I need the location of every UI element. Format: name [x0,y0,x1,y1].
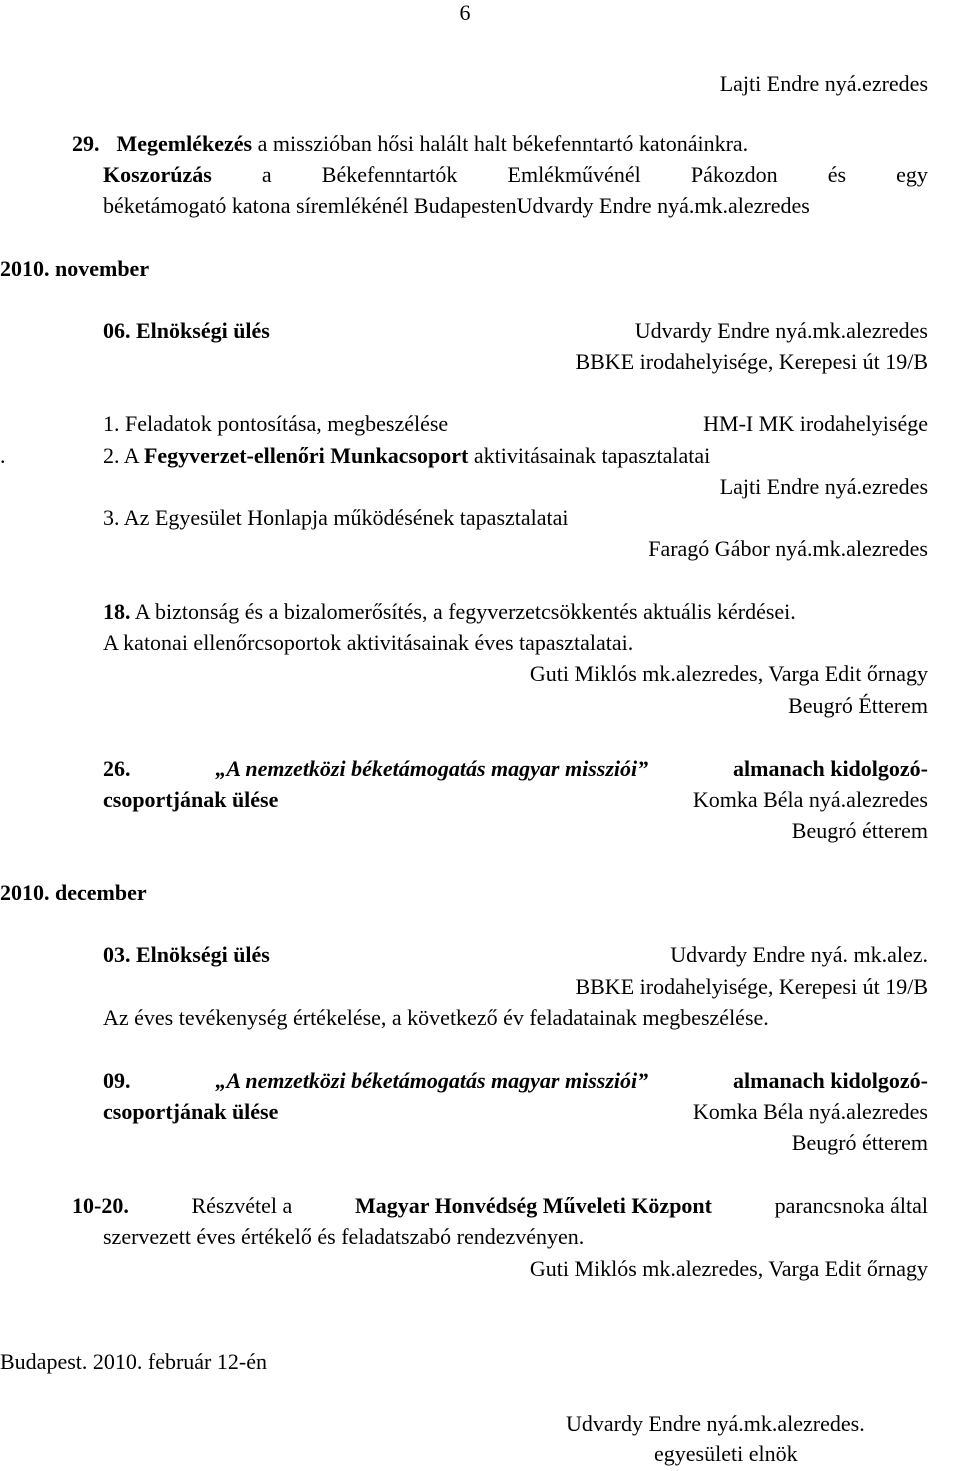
item-09-person: Komka Béla nyá.alezredes [692,1099,928,1124]
item-06-sub-2-rest: aktivitásainak tapasztalatai [468,443,711,468]
item-03-label: 03. Elnökségi ülés [103,942,270,967]
item-09-location: Beugró étterem [791,1130,928,1155]
item-18-title: A biztonság és a bizalomerősítés, a fegyverzetcsökkentés aktuális kérdései. [134,599,796,624]
item-09-day: 09. [103,1068,131,1093]
signer-title: egyesületi elnök [654,1441,798,1466]
item-29-word: a [261,162,272,187]
item-18-day: 18. [103,599,131,624]
item-06-sub-1-location: HM-I MK irodahelyisége [703,411,928,436]
item-1020-day: 10-20. [72,1193,129,1218]
item-06-person: Udvardy Endre nyá.mk.alezredes [634,318,928,343]
item-09-title-italic: „A nemzetközi béketámogatás magyar missziói” [215,1068,649,1093]
item-06-sub-2 [103,443,710,469]
item-18-line-2: A katonai ellenőrcsoportok aktivitásainak éves tapasztalatai. [103,630,634,655]
item-18-location: Beugró Étterem [788,693,928,718]
signature-top: Lajti Endre nyá.ezredes [719,71,928,96]
item-29-day: 29. [72,131,100,156]
item-09-line-1 [103,1068,928,1094]
item-29-title-bold: Megemlékezés [116,131,253,156]
item-29-title-rest: a misszióban hősi halált halt békefenntartó katonáinkra. [257,131,749,156]
item-26-line-1 [103,756,928,782]
item-26-title-rest: almanach kidolgozó- [733,756,928,781]
item-29-word: Békefenntartók [321,162,458,187]
stray-dot: . [0,443,6,468]
item-26-line-2: csoportjának ülése [103,787,279,812]
item-1020-persons: Guti Miklós mk.alezredes, Varga Edit őrnagy [529,1256,928,1281]
item-03-location: BBKE irodahelyisége, Kerepesi út 19/B [575,974,928,999]
item-09-title-rest: almanach kidolgozó- [733,1068,928,1093]
item-29-line-2 [103,162,928,188]
item-1020-text: Részvétel a [191,1193,293,1218]
item-29-word: és [827,162,847,187]
item-29-line-1 [72,131,928,157]
item-26-day: 26. [103,756,131,781]
item-29-word: Emlékművénél [507,162,641,187]
item-1020-line-1 [72,1193,928,1219]
item-18-line-1 [103,599,796,625]
place-date: Budapest. 2010. február 12-én [0,1349,267,1374]
item-29-word: egy [896,162,928,187]
item-1020-org: Magyar Honvédség Műveleti Központ [354,1193,712,1218]
item-06-sub-1: 1. Feladatok pontosítása, megbeszélése [103,411,449,436]
item-06-sub-3-person: Faragó Gábor nyá.mk.alezredes [648,536,928,561]
item-06-label: 06. Elnökségi ülés [103,318,270,343]
item-26-location: Beugró étterem [791,818,928,843]
item-06-sub-2-num: 2. A [103,443,144,468]
month-december: 2010. december [0,880,147,905]
item-06-sub-2-group: Fegyverzet-ellenőri Munkacsoport [143,443,469,468]
signer-name: Udvardy Endre nyá.mk.alezredes. [566,1411,865,1436]
item-06-sub-3: 3. Az Egyesület Honlapja működésének tapasztalatai [103,505,569,530]
month-november: 2010. november [0,256,150,281]
item-09-line-2: csoportjának ülése [103,1099,279,1124]
item-29-word: Pákozdon [690,162,778,187]
item-26-title-italic: „A nemzetközi béketámogatás magyar missziói” [215,756,649,781]
item-1020-line-2: szervezett éves értékelő és feladatszabó rendezvényen. [103,1224,585,1249]
page-number: 6 [459,0,471,25]
item-26-person: Komka Béla nyá.alezredes [692,787,928,812]
item-03-person: Udvardy Endre nyá. mk.alez. [670,942,928,967]
item-29-line-3: béketámogató katona síremlékénél BudapestenUdvardy Endre nyá.mk.alezredes [103,193,810,218]
item-29-wreath: Koszorúzás [103,162,212,187]
item-1020-text-rest: parancsnoka által [774,1193,928,1218]
item-06-sub-2-person: Lajti Endre nyá.ezredes [719,474,928,499]
item-06-location: BBKE irodahelyisége, Kerepesi út 19/B [575,349,928,374]
item-03-description: Az éves tevékenység értékelése, a következő év feladatainak megbeszélése. [103,1005,769,1030]
item-18-persons: Guti Miklós mk.alezredes, Varga Edit őrnagy [529,661,928,686]
